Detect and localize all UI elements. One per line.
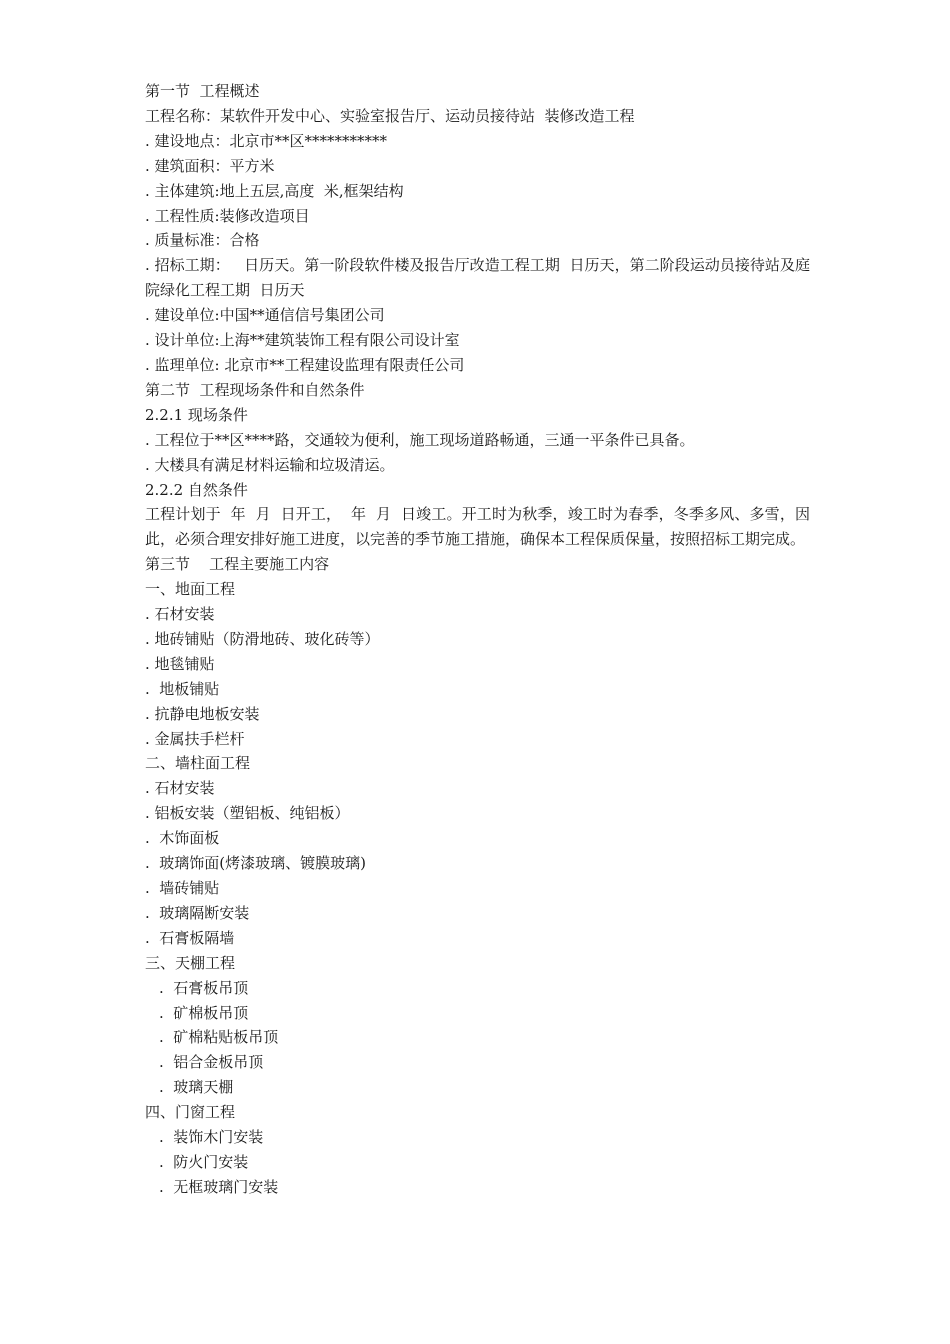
text-line: . 设计单位:上海**建筑装饰工程有限公司设计室 [145, 331, 460, 350]
text-line: . 铝合金板吊顶 [159, 1053, 264, 1072]
text-line: . 装饰木门安装 [159, 1128, 264, 1147]
text-line: 第二节 工程现场条件和自然条件 [145, 380, 365, 399]
text-line: 2.2.1 现场条件 [145, 405, 248, 424]
text-line: . 墙砖铺贴 [145, 879, 220, 897]
text-line: 工程计划于 年 月 日开工， 年 月 日竣工。开工时为秋季，竣工时为春季，冬季多风、多雪，因此，必须合理安排好施工进度，以完善的季节施工措施，确保本工程保质保量，按照招标工期完成。 [145, 505, 810, 549]
text-line: . 工程性质:装修改造项目 [145, 206, 310, 225]
text-line: . 金属扶手栏杆 [145, 729, 245, 748]
text-line: . 质量标准：合格 [145, 231, 260, 250]
text-line: . 矿棉板吊顶 [159, 1003, 249, 1022]
text-line: . 玻璃天棚 [159, 1078, 234, 1097]
text-line: . 石膏板吊顶 [159, 978, 249, 997]
document-body [145, 79, 810, 1200]
text-line: . 大楼具有满足材料运输和垃圾清运。 [145, 455, 395, 474]
text-line: . 无框玻璃门安装 [159, 1177, 279, 1196]
text-line: . 工程位于**区****路，交通较为便利，施工现场道路畅通，三通一平条件已具备。 [145, 430, 695, 449]
text-line: . 铝板安装（塑铝板、纯铝板） [145, 804, 350, 823]
text-line: . 主体建筑:地上五层,高度 米,框架结构 [145, 181, 404, 200]
text-line: . 石材安装 [145, 605, 215, 624]
text-line: . 建筑面积：平方米 [145, 156, 275, 175]
text-line: 2.2.2 自然条件 [145, 480, 248, 499]
text-line: 三、天棚工程 [145, 953, 236, 972]
text-line: . 建设单位:中国**通信信号集团公司 [145, 306, 385, 325]
text-line: 工程名称：某软件开发中心、实验室报告厅、运动员接待站 装修改造工程 [145, 106, 635, 125]
text-line: . 地砖铺贴（防滑地砖、玻化砖等） [145, 629, 380, 648]
text-line: 二、墙柱面工程 [145, 754, 251, 773]
text-line: . 玻璃饰面(烤漆玻璃、镀膜玻璃) [145, 854, 367, 873]
text-line: . 抗静电地板安装 [145, 704, 260, 723]
text-line: . 石材安装 [145, 779, 215, 798]
text-line: 四、门窗工程 [145, 1103, 236, 1122]
text-line: . 玻璃隔断安装 [145, 903, 250, 922]
text-line: . 矿棉粘贴板吊顶 [159, 1028, 279, 1047]
text-line: . 防火门安装 [159, 1152, 249, 1171]
text-line: . 监理单位: 北京市**工程建设监理有限责任公司 [145, 355, 465, 374]
text-line: . 地毯铺贴 [145, 654, 215, 673]
text-line: 一、地面工程 [145, 580, 236, 599]
text-line: . 地板铺贴 [145, 679, 220, 698]
text-line: 第三节 工程主要施工内容 [145, 555, 330, 574]
text-line: . 木饰面板 [145, 829, 220, 848]
text-line: . 建设地点：北京市**区*********** [145, 131, 388, 150]
text-line: . 石膏板隔墙 [145, 928, 235, 947]
text-line: 第一节 工程概述 [145, 82, 260, 100]
text-line: . 招标工期： 日历天。第一阶段软件楼及报告厅改造工程工期 日历天，第二阶段运动员接待站及庭院绿化工程工期 日历天 [145, 256, 810, 300]
